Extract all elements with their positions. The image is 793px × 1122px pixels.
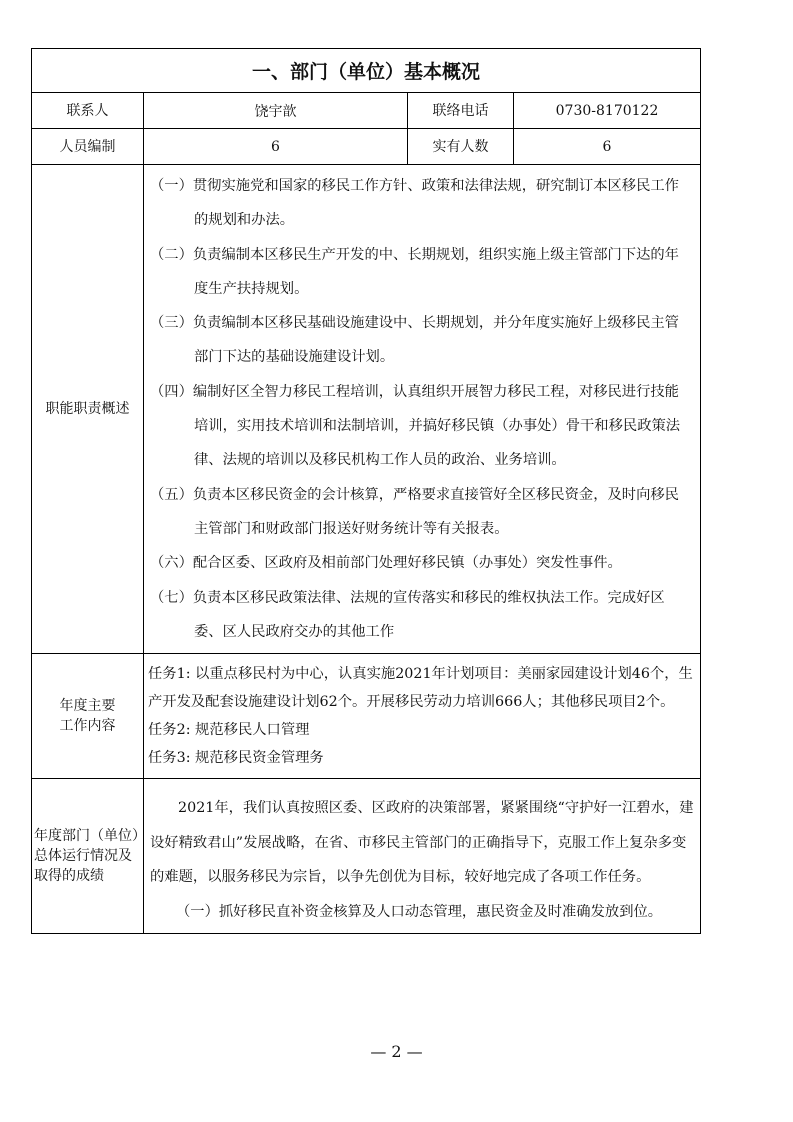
overall-paragraph: 2021年，我们认真按照区委、区政府的决策部署，紧紧围绕“守护好一江碧水，建设好精致君山”发展战略，在省、市移民主管部门的正确指导下，克服工作上复杂多变的难题，以服务移民为宗旨，以争先创优为目标，较好地完成了各项工作任务。	[150, 800, 694, 886]
duty-item: （五）负责本区移民资金的会计核算，严格要求直接管好全区移民资金，及时向移民主管部门和财政部门报送好财务统计等有关报表。	[150, 486, 679, 537]
overall-content	[144, 779, 701, 934]
task-item: 任务2: 规范移民人口管理	[148, 722, 310, 739]
duty-item: （七）负责本区移民政策法律、法规的宣传落实和移民的维权执法工作。完成好区委、区人民政府交办的其他工作	[150, 589, 665, 640]
overview-table	[31, 48, 701, 934]
duties-label: 职能职责概述	[32, 165, 144, 654]
contact-person-value: 饶宇歆	[144, 93, 408, 129]
actual-staff-label: 实有人数	[408, 129, 514, 165]
annual-work-content	[144, 654, 701, 779]
overall-row	[32, 779, 701, 934]
overall-label: 年度部门（单位）总体运行情况及取得的成绩	[32, 779, 144, 934]
duties-content	[144, 165, 701, 654]
actual-staff-value: 6	[514, 129, 701, 165]
duties-row	[32, 165, 701, 654]
task-item: 任务3: 规范移民资金管理务	[148, 750, 324, 767]
contact-row	[32, 93, 701, 129]
contact-phone-label: 联络电话	[408, 93, 514, 129]
establishment-label: 人员编制	[32, 129, 144, 165]
overall-item-1: （一）抓好移民直补资金核算及人口动态管理，惠民资金及时准确发放到位。	[176, 903, 663, 920]
contact-person-label: 联系人	[32, 93, 144, 129]
duty-item: （二）负责编制本区移民生产开发的中、长期规划，组织实施上级主管部门下达的年度生产扶持规划。	[150, 246, 679, 297]
duty-item: （一）贯彻实施党和国家的移民工作方针、政策和法律法规，研究制订本区移民工作的规划和办法。	[150, 178, 679, 229]
annual-work-row	[32, 654, 701, 779]
duty-item: （四）编制好区全智力移民工程培训，认真组织开展智力移民工程，对移民进行技能培训，实用技术培训和法制培训，并搞好移民镇（办事处）骨干和移民政策法律、法规的培训以及移民机构工作人员的政治、业务培训。	[150, 383, 681, 469]
annual-work-label: 年度主要 工作内容	[32, 654, 144, 779]
contact-phone-value: 0730-8170122	[514, 93, 701, 129]
task-item: 任务1: 以重点移民村为中心，认真实施2021年计划项目：美丽家园建设计划46个，生产开发及配套设施建设计划62个。开展移民劳动力培训666人；其他移民项目2个。	[148, 666, 693, 711]
staff-row	[32, 129, 701, 165]
title-row	[32, 49, 701, 93]
duty-item: （六）配合区委、区政府及相前部门处理好移民镇（办事处）突发性事件。	[150, 555, 622, 572]
establishment-value: 6	[144, 129, 408, 165]
section-title: 一、部门（单位）基本概况	[32, 49, 701, 93]
duty-item: （三）负责编制本区移民基础设施建设中、长期规划，并分年度实施好上级移民主管部门下达的基础设施建设计划。	[150, 315, 679, 366]
page-number: — 2 —	[370, 1042, 423, 1061]
